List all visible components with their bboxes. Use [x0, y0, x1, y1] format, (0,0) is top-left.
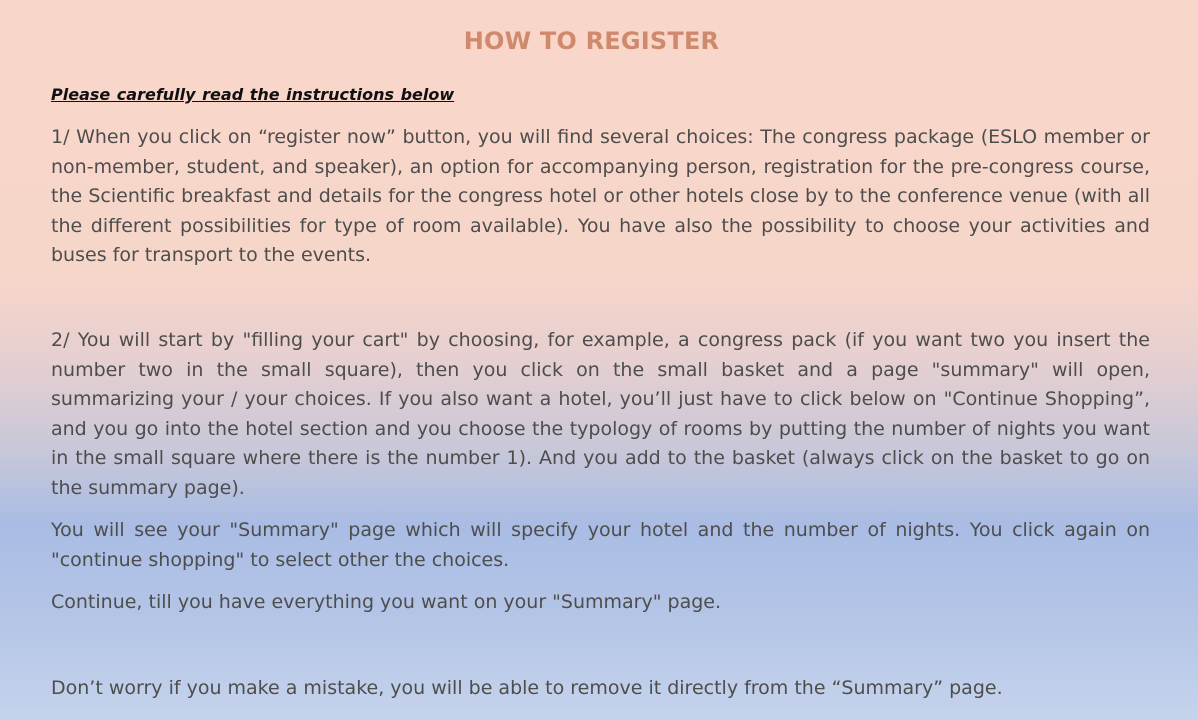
paragraph-register-choices: 1/ When you click on “register now” button, you will find several choices: The congress package (ESLO member or non-member, student, and speaker), an option for accompanying person, registration for the pre-congress course, the Scientific breakfast and details for the congress hotel or other hotels close by to the conference venue (with all the different possibilities for type of room available). You have also the possibility to choose your activities and buses for transport to the events. [51, 126, 1150, 266]
page-title: HOW TO REGISTER [463, 27, 720, 55]
paragraph-summary-page: You will see your "Summary" page which will specify your hotel and the number of nights. You click again on "continue shopping" to select other the choices. [51, 519, 1150, 571]
paragraph-filling-cart: 2/ You will start by "filling your cart" by choosing, for example, a congress pack (if you want two you insert the number two in the small square), then you click on the small basket and a page "summary" will open, summarizing your / your choices. If you also want a hotel, you’ll just have to click below on "Continue Shopping”, and you go into the hotel section and you choose the typology of rooms by putting the number of nights you want in the small square where there is the number 1). And you add to the basket (always click on the basket to go on the summary page). [51, 329, 1150, 499]
instructions-subtitle: Please carefully read the instructions below [51, 85, 455, 104]
paragraph-remove-mistake: Don’t worry if you make a mistake, you will be able to remove it directly from the “Summary” page. [51, 677, 1003, 699]
paragraph-continue: Continue, till you have everything you want on your "Summary" page. [51, 591, 722, 613]
